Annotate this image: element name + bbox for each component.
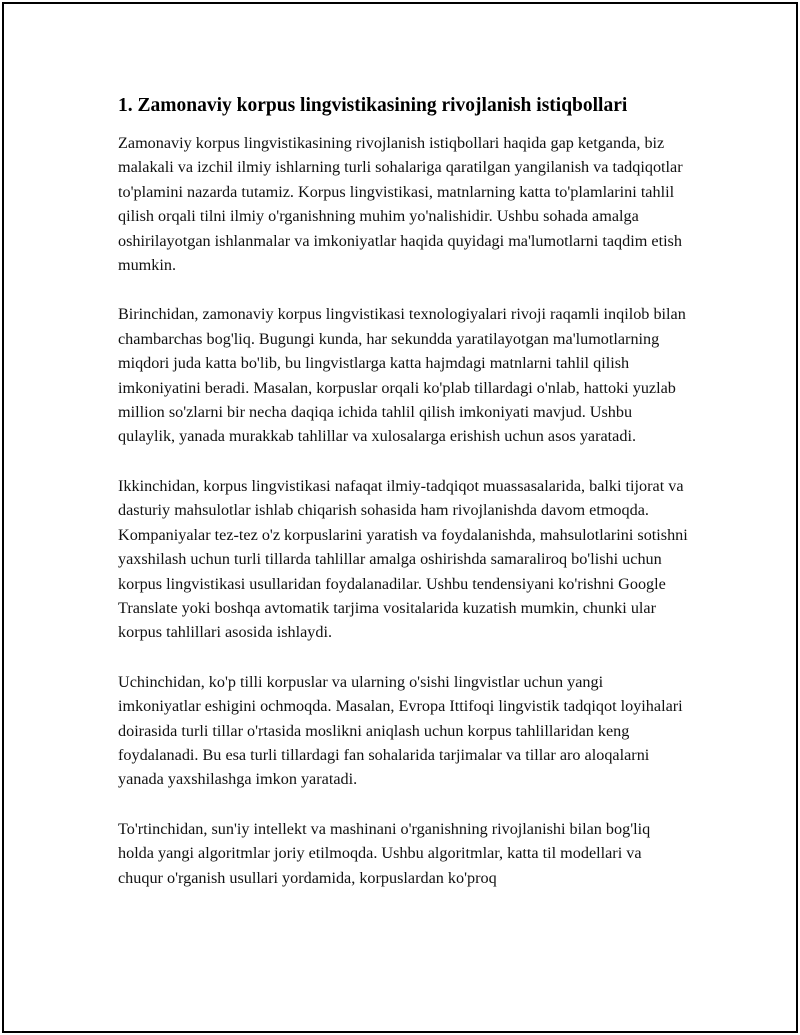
- paragraph-first-point: Birinchidan, zamonaviy korpus lingvistikasi texnologiyalari rivoji raqamli inqilob bilan chambarchas bog'liq. Bugungi kunda, har sekundda yaratilayotgan ma'lumotlarning miqdori juda katta bo'lib, bu lingvistlarga katta hajmdagi matnlarni tahlil qilish imkoniyatini beradi. Masalan, korpuslar orqali ko'plab tillardagi o'nlab, hattoki yuzlab million so'zlarni bir necha daqiqa ichida tahlil qilish imkoniyati mavjud. Ushbu qulaylik, yanada murakkab tahlillar va xulosalarga erishish uchun asos yaratadi.: [118, 305, 686, 446]
- paragraph-fourth-point: To'rtinchidan, sun'iy intellekt va mashinani o'rganishning rivojlanishi bilan bog'liq holda yangi algoritmlar joriy etilmoqda. Ushbu algoritmlar, katta til modellari va chuqur o'rganish usullari yordamida, korpuslardan ko'proq: [118, 819, 651, 887]
- document-body: [118, 93, 688, 915]
- section-heading: 1. Zamonaviy korpus lingvistikasining rivojlanish istiqbollari: [118, 95, 628, 116]
- paragraph-intro: Zamonaviy korpus lingvistikasining rivojlanish istiqbollari haqida gap ketganda, biz malakali va izchil ilmiy ishlarning turli sohalariga qaratilgan yangilanish va tadqiqotlar to'plamini nazarda tutamiz. Korpus lingvistikasi, matnlarning katta to'plamlarini tahlil qilish orqali tilni ilmiy o'rganishning muhim yo'nalishidir. Ushbu sohada amalga oshirilayotgan ishlanmalar va imkoniyatlar haqida quyidagi ma'lumotlarni taqdim etish mumkin.: [118, 134, 683, 275]
- paragraph-second-point: Ikkinchidan, korpus lingvistikasi nafaqat ilmiy-tadqiqot muassasalarida, balki tijorat va dasturiy mahsulotlar ishlab chiqarish sohasida ham rivojlanishda davom etmoqda. Kompaniyalar tez-tez o'z korpuslarini yaratish va foydalanishda, mahsulotlarini sotishni yaxshilash uchun turli tillarda tahlillar amalga oshirishda samaraliroq bo'lishi uchun korpus lingvistikasi usullaridan foydalanadilar. Ushbu tendensiyani ko'rishni Google Translate yoki boshqa avtomatik tarjima vositalarida kuzatish mumkin, chunki ular korpus tahlillari asosida ishlaydi.: [118, 476, 688, 642]
- paragraph-third-point: Uchinchidan, ko'p tilli korpuslar va ularning o'sishi lingvistlar uchun yangi imkoniyatlar eshigini ochmoqda. Masalan, Evropa Ittifoqi lingvistik tadqiqot loyihalari doirasida turli tillar o'rtasida moslikni aniqlash uchun korpus tahlillaridan keng foydalanadi. Bu esa turli tillardagi fan sohalarida tarjimalar va tillar aro aloqalarni yanada yaxshilashga imkon yaratadi.: [118, 672, 683, 789]
